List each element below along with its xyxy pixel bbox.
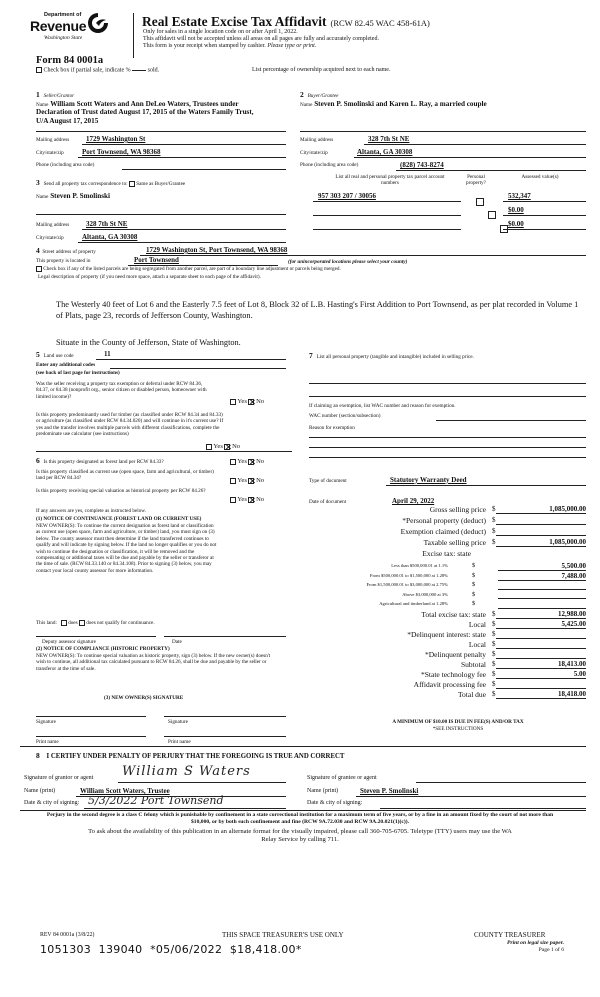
seller-mailing-field[interactable]: 1729 Washington St bbox=[86, 135, 146, 143]
s6-q2-no-checkbox[interactable] bbox=[248, 478, 254, 484]
additional-codes-label: Enter any additional codes bbox=[36, 362, 96, 368]
s6-q2: Is this property classified as current use (open space, farm and agricultural, or timber) land per RCW 84.34? bbox=[36, 469, 214, 482]
tech-fee-row: *State technology fee $ 5.00 bbox=[421, 670, 586, 679]
new-owner-print-2[interactable] bbox=[164, 736, 286, 737]
legal-description: The Westerly 40 feet of Lot 6 and the Easterly 7.5 feet of Lot 8, Block 32 of L.B. Hasting's First Addition to Port Townsend, as per plat recorded in Volume 1 of Plats, page 23, records of Jefferson County, Washington. bbox=[56, 300, 579, 320]
buyer-phone-label: Phone (including area code) bbox=[300, 162, 359, 168]
s6-q2-yes-checkbox[interactable] bbox=[230, 478, 236, 484]
bracket-3-field[interactable] bbox=[498, 581, 586, 590]
doc-date-field[interactable]: April 29, 2022 bbox=[392, 497, 435, 505]
total-due-field[interactable]: 18,418.00 bbox=[496, 690, 586, 699]
this-land-row: This land: does does not qualify for continuance. bbox=[36, 620, 155, 627]
note-3: This form is your receipt when stamped by cashier. Please type or print. bbox=[143, 43, 317, 50]
tax-brackets bbox=[300, 562, 586, 610]
corr-city-field[interactable]: Altanta, GA 30308 bbox=[82, 233, 138, 241]
buyer-phone-field[interactable]: (828) 743-8274 bbox=[400, 161, 444, 169]
situate-text: Situate in the County of Jefferson, State of Washington. bbox=[56, 338, 241, 347]
s6-intro: If any answers are yes, complete as instructed below. bbox=[36, 508, 147, 514]
note-1: Only for sales in a single location code on or after April 1, 2022. bbox=[143, 29, 298, 35]
print-note: Print on legal size paper. bbox=[506, 940, 564, 946]
corr-city-label: City/state/zip bbox=[36, 235, 64, 241]
logo-wave-icon bbox=[87, 12, 109, 34]
parcel-assessed-3[interactable]: $0.00 bbox=[508, 220, 524, 228]
delinquent-penalty-row: *Delinquent penalty $ bbox=[340, 650, 586, 660]
grantor-date-field[interactable]: 5/3/2022 Port Townsend bbox=[88, 794, 224, 807]
bracket-2-field[interactable]: 7,488.00 bbox=[498, 572, 586, 581]
logo-revenue-text: Revenue bbox=[30, 18, 87, 34]
parcel-header-assessed: Assessed value(s) bbox=[521, 174, 559, 180]
bracket-row-3: From $1,500,000.01 to $3,000,000 at 2.75% $ bbox=[300, 581, 586, 591]
note-2: This affidavit will not be accepted unless all areas on all pages are fully and accurately completed. bbox=[143, 36, 379, 43]
land-use-label: 5 Land use code bbox=[36, 350, 74, 359]
personal-property-line-2[interactable] bbox=[309, 396, 586, 397]
certify-statement: 8 I CERTIFY UNDER PENALTY OF PERJURY THAT THE FOREGOING IS TRUE AND CORRECT bbox=[36, 751, 345, 760]
notice2-body: NEW OWNER(S): To continue special valuation as historic property, sign (3) below. If the new owner(s) doesn't wish to continue, all additional tax calculated pursuant to RCW 84.26, shall be due and payable by the seller or transferor at the time of sale. bbox=[36, 653, 271, 672]
delinquent-interest-state-row: *Delinquent interest: state $ bbox=[340, 630, 586, 640]
total-excise-field[interactable]: 12,988.00 bbox=[496, 610, 586, 619]
tax-table-bottom bbox=[340, 610, 586, 700]
does-not-qualify-checkbox[interactable] bbox=[79, 620, 85, 626]
new-owner-signature-2[interactable] bbox=[164, 716, 286, 717]
corr-mailing-field[interactable]: 328 7th St NE bbox=[86, 220, 128, 228]
treasurer-space: THIS SPACE TREASURER'S USE ONLY bbox=[222, 931, 344, 939]
parcel-assessed-1[interactable]: 532,347 bbox=[508, 192, 531, 200]
s6-q1-yes-checkbox[interactable] bbox=[230, 459, 236, 465]
deputy-signature-field[interactable] bbox=[36, 636, 156, 637]
reason-line-2[interactable] bbox=[309, 447, 586, 448]
taxable-price-row: Taxable selling price $ 1,085,000.00 bbox=[423, 538, 586, 547]
dor-logo bbox=[30, 12, 120, 46]
bracket-row-2: From $500,000.01 to $1,500,000 at 1.28% $ 7,488.00 bbox=[369, 571, 586, 580]
located-note: (for unincorporated locations please select your county) bbox=[288, 259, 408, 265]
s6-q3-no-checkbox[interactable] bbox=[248, 497, 254, 503]
seller-phone-field[interactable] bbox=[122, 169, 286, 170]
seller-city-field[interactable]: Port Townsend, WA 98368 bbox=[82, 148, 161, 156]
header-notes bbox=[143, 29, 379, 51]
rev-number: REV 84 0001a (3/8/22) bbox=[40, 932, 95, 938]
print-label-1: Print name bbox=[36, 739, 59, 745]
perjury-note: Perjury in the second degree is a class C felony which is punishable by confinement in a state correctional institution for a maximum term of five years, or by a fine in an amount fixed by the court of not more than $10,000, or by both such confinement and fine (RCW 9A.72.030 and RCW 9A.20.021(1)(c)). bbox=[46, 812, 554, 825]
bracket-5-field[interactable] bbox=[498, 600, 586, 609]
header-divider bbox=[133, 13, 134, 58]
grantor-name-field[interactable]: William Scott Waters, Trustee bbox=[80, 787, 170, 795]
signature-label-1: Signature bbox=[36, 719, 56, 725]
grantor-signature[interactable]: William S Waters bbox=[122, 764, 251, 779]
s6-q3: Is this property receiving special valuation as historical property per RCW 84.26? bbox=[36, 488, 206, 494]
buyer-name-field[interactable]: Name Steven P. Smolinski and Karen L. Ray, a married couple bbox=[300, 100, 487, 108]
bracket-row-1: Less than $500,000.01 at 1.1% $ 5,500.00 bbox=[391, 562, 586, 570]
grantee-name-label: Name (print) bbox=[307, 788, 339, 794]
notice1-body: NEW OWNER(S): To continue the current designation as forest land or classification as current use (open space, farm and agriculture, or timber) land, you must sign on (3) below. The county assessor must then determine if the land transferred continues to qualify and will indicate by signing below. If the land no longer qualifies or you do not wish to continue the designation or classification, it will be removed and the compensating or additional taxes will be due and payable by the seller or transferor at the time of sale. (RCW 84.33.140 or 84.34.108). Prior to signing (3) below, you may contact your local county assessor for more information. bbox=[36, 523, 217, 574]
doc-date-label: Date of document bbox=[309, 499, 347, 505]
delinquent-interest-local-field[interactable] bbox=[496, 640, 586, 649]
grantor-name-label: Name (print) bbox=[24, 788, 56, 794]
seller-name-block[interactable]: Name William Scott Waters and Ann DeLeo Waters, Trustees under Declaration of Trust dated August 17, 2015 of the Waters Family Trust, U/A August 17, 2015 bbox=[36, 100, 254, 125]
total-due-row: Total due $ 18,418.00 bbox=[457, 690, 586, 699]
reason-label: Reason for exemption bbox=[309, 425, 355, 431]
buyer-city-label: City/state/zip bbox=[300, 150, 328, 156]
q2-no-checkbox[interactable] bbox=[224, 444, 230, 450]
land-use-q2-answer: Yes No bbox=[206, 443, 240, 450]
located-field[interactable]: Port Townsend bbox=[134, 256, 179, 264]
bracket-row-5: Agricultural and timberland at 1.28% $ bbox=[300, 600, 586, 610]
deputy-date-label: Date bbox=[172, 639, 182, 645]
does-qualify-checkbox[interactable] bbox=[61, 620, 67, 626]
delinquent-interest-local-row: Local $ bbox=[340, 640, 586, 650]
parcel-assessed-2[interactable]: $0.00 bbox=[508, 206, 524, 214]
personal-deduct-row: *Personal property (deduct) $ bbox=[340, 516, 586, 527]
personal-deduct-field[interactable] bbox=[496, 516, 586, 525]
seller-heading: 1 Seller/Grantor bbox=[36, 90, 75, 99]
grantee-date-label: Date & city of signing: bbox=[307, 800, 363, 806]
ownership-note: List percentage of ownership acquired next to each name. bbox=[252, 67, 391, 73]
bracket-1-field[interactable]: 5,500.00 bbox=[498, 562, 586, 571]
street-field[interactable]: 1729 Washington St, Port Townsend, WA 98368 bbox=[146, 246, 288, 254]
corr-mailing-label: Mailing address bbox=[36, 222, 70, 228]
new-owner-signature-1[interactable] bbox=[36, 716, 146, 717]
parcel-header-personal: Personal property? bbox=[466, 174, 486, 187]
bracket-4-field[interactable] bbox=[498, 591, 586, 600]
bracket-row-4: Above $3,000,000 at 3% $ bbox=[300, 591, 586, 601]
subtotal-field[interactable]: 18,413.00 bbox=[496, 660, 586, 669]
correspondence-name-field[interactable]: Name Steven P. Smolinski bbox=[36, 192, 111, 200]
correspondence-heading: 3 Send all property tax correspondence to: Same as Buyer/Grantee bbox=[36, 178, 186, 187]
seller-city-label: City/state/zip bbox=[36, 150, 64, 156]
processing-fee-row: Affidavit processing fee $ bbox=[340, 680, 586, 690]
exemption-label: If claiming an exemption, list WAC number and reason for exemption. bbox=[309, 403, 456, 409]
additional-codes-note: (see back of last page for instructions) bbox=[36, 370, 120, 376]
parcel-personal-checkbox-1[interactable] bbox=[476, 198, 484, 206]
local-tax-row: Local $ 5,425.00 bbox=[468, 620, 586, 629]
logo-dept-text: Department of bbox=[44, 12, 82, 18]
logo-state-text: Washington State bbox=[44, 35, 83, 41]
land-use-q1-answer: Yes No bbox=[230, 398, 264, 405]
seller-phone-label: Phone (including area code) bbox=[36, 162, 95, 168]
partial-sale-checkbox[interactable] bbox=[36, 67, 42, 73]
grantor-sig-label: Signature of grantor or agent bbox=[24, 775, 94, 781]
street-label: 4 Street address of property bbox=[36, 246, 96, 255]
same-as-buyer-checkbox[interactable] bbox=[129, 181, 135, 187]
grantee-name-field[interactable]: Steven P. Smolinski bbox=[360, 787, 419, 795]
excise-state-heading: Excise tax: state bbox=[422, 549, 471, 558]
exemption-deduct-field[interactable] bbox=[496, 527, 586, 536]
grantee-signature-field[interactable] bbox=[416, 782, 586, 783]
notice1-title: (1) NOTICE OF CONTINUANCE (FOREST LAND OR CURRENT USE) bbox=[36, 516, 202, 522]
processing-fee-field[interactable] bbox=[496, 680, 586, 689]
form-number: Form 84 0001a bbox=[36, 55, 104, 66]
grantor-date-label: Date & city of signing: bbox=[24, 800, 80, 806]
new-owner-sig-title: (3) NEW OWNER(S) SIGNATURE bbox=[104, 695, 184, 701]
wac-label: WAC number (section/subsection) bbox=[309, 413, 381, 419]
wac-field[interactable] bbox=[436, 420, 586, 421]
local-tax-field[interactable]: 5,425.00 bbox=[496, 620, 586, 629]
doc-type-field[interactable]: Statutory Warranty Deed bbox=[390, 476, 467, 484]
delinquent-penalty-field[interactable] bbox=[496, 650, 586, 659]
segregate-row: Check box if any of the listed parcels are being segregated from another parcel, are part of a boundary line adjustment or parcels being merged. bbox=[36, 266, 341, 273]
land-use-q1: Was the seller receiving a property tax exemption or deferral under RCW 84.36, 84.37, or 84.38 (nonprofit org., senior citizen or disabled person, homeowner with limited income)? bbox=[36, 381, 207, 400]
q1-no-checkbox[interactable] bbox=[248, 399, 254, 405]
buyer-heading: 2 Buyer/Grantee bbox=[300, 90, 339, 99]
delinquent-interest-state-field[interactable] bbox=[496, 630, 586, 639]
gross-price-row: Gross selling price $ 1,085,000.00 bbox=[429, 505, 586, 514]
new-owner-print-1[interactable] bbox=[36, 736, 146, 737]
deputy-label: Deputy assessor signature bbox=[42, 639, 96, 645]
parcel-header-numbers: List all real and personal property tax parcel account numbers bbox=[335, 174, 445, 187]
reason-line-3[interactable] bbox=[309, 457, 586, 458]
buyer-city-field[interactable]: Altanta, GA 30308 bbox=[357, 148, 413, 156]
s6-q1-answer: Yes No bbox=[230, 458, 264, 465]
tax-table-top bbox=[340, 505, 586, 559]
see-instructions: *SEE INSTRUCTIONS bbox=[432, 726, 484, 732]
s6-q3-answer: Yes No bbox=[230, 496, 264, 503]
land-use-code-field[interactable]: 11 bbox=[104, 350, 111, 358]
gross-price-field[interactable]: 1,085,000.00 bbox=[496, 505, 586, 514]
buyer-mailing-label: Mailing address bbox=[300, 137, 334, 143]
doc-type-label: Type of document bbox=[309, 478, 347, 484]
legal-label: Legal description of property (if you need more space, attach a separate sheet to each page of the affidavit). bbox=[38, 274, 261, 280]
exemption-deduct-row: Exemption claimed (deduct) $ bbox=[340, 527, 586, 538]
signature-label-2: Signature bbox=[168, 719, 188, 725]
accessibility-note: To ask about the availability of this publication in an alternate format for the visually impaired, please call 360-705-6705. Teletype (TTY) users may use the WA Relay Service by calling 711. bbox=[88, 828, 512, 844]
grantee-date-field[interactable] bbox=[380, 808, 586, 809]
minimum-note: A MINIMUM OF $10.00 IS DUE IN FEE(S) AND/OR TAX bbox=[392, 719, 524, 725]
print-label-2: Print name bbox=[168, 739, 191, 745]
q2-yes-checkbox[interactable] bbox=[206, 444, 212, 450]
segregate-checkbox[interactable] bbox=[36, 266, 42, 272]
reason-line-1[interactable] bbox=[309, 437, 586, 438]
q1-yes-checkbox[interactable] bbox=[230, 399, 236, 405]
additional-codes-field[interactable] bbox=[110, 368, 286, 369]
buyer-mailing-field[interactable]: 328 7th St NE bbox=[368, 135, 410, 143]
title-text: Real Estate Excise Tax Affidavit bbox=[142, 14, 327, 29]
notice2-title: (2) NOTICE OF COMPLIANCE (HISTORIC PROPERTY) bbox=[36, 646, 170, 652]
total-excise-row: Total excise tax: state $ 12,988.00 bbox=[421, 610, 586, 619]
s6-q1: 6 Is this property designated as forest land per RCW 84.33? bbox=[36, 456, 164, 465]
parcel-number-2[interactable] bbox=[313, 215, 461, 216]
located-label: This property is located in bbox=[36, 258, 91, 264]
taxable-price-field[interactable]: 1,085,000.00 bbox=[496, 538, 586, 547]
page-number: Page 1 of 6 bbox=[538, 947, 564, 953]
s7-label: 7 List all personal property (tangible and intangible) included in selling price. bbox=[309, 351, 474, 360]
s6-q1-no-checkbox[interactable] bbox=[248, 459, 254, 465]
subtotal-row: Subtotal $ 18,413.00 bbox=[460, 660, 586, 669]
tech-fee-field[interactable]: 5.00 bbox=[496, 670, 586, 679]
parcel-number-1[interactable]: 957 303 207 / 30056 bbox=[318, 192, 376, 200]
parcel-personal-checkbox-2[interactable] bbox=[488, 211, 496, 219]
title-ref: (RCW 82.45 WAC 458-61A) bbox=[330, 18, 430, 28]
s6-q3-yes-checkbox[interactable] bbox=[230, 497, 236, 503]
s6-q2-answer: Yes No bbox=[230, 477, 264, 484]
deputy-date-field[interactable] bbox=[164, 636, 286, 637]
seller-mailing-label: Mailing address bbox=[36, 137, 70, 143]
land-use-q2: Is this property predominantly used for timber (as classified under RCW 84.34 and 84.33) or agriculture (as classified under RCW 84.34.020) and will continue in it's current use? If yes and the transfer involves multiple parcels with different classifications, complete the predominate use calculator (see instructions) bbox=[36, 412, 224, 438]
personal-property-line-1[interactable] bbox=[309, 383, 586, 384]
partial-sale-percent-field[interactable] bbox=[132, 70, 146, 71]
parcel-number-3[interactable] bbox=[313, 229, 461, 230]
county-treasurer: COUNTY TREASURER bbox=[474, 931, 546, 939]
grantee-sig-label: Signature of grantee or agent bbox=[307, 775, 377, 781]
partial-sale-row: Check box if partial sale, indicate % sold. bbox=[36, 67, 159, 75]
cashier-stamp: 1051303 139040 *05/06/2022 $18,418.00* bbox=[40, 943, 302, 956]
